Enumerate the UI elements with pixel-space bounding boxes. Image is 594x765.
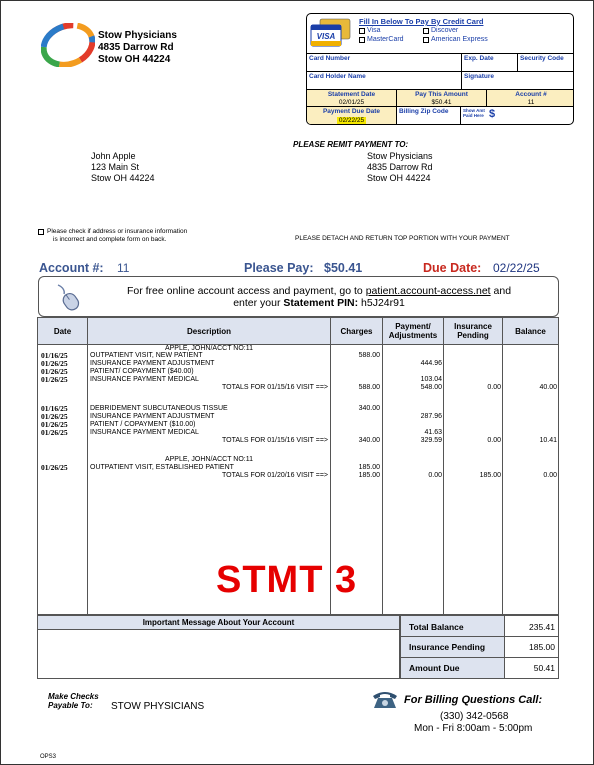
table-cell-desc: APPLE, JOHN/ACCT NO:11 — [164, 345, 254, 352]
account-summary — [39, 259, 559, 277]
online-access-box — [38, 276, 559, 317]
statement-stamp: STMT 3 — [216, 559, 358, 601]
table-cell-pay: 444.96 — [420, 360, 442, 367]
total-balance-row: Total Balance 235.41 — [400, 615, 559, 637]
table-cell-charges: 588.00 — [358, 384, 380, 391]
payment-due-date-cell: Payment Due Date 02/22/25 — [307, 107, 397, 125]
discover-checkbox[interactable] — [423, 28, 429, 34]
table-cell-date: 01/26/25 — [41, 420, 68, 429]
table-cell-desc: OUTPATIENT VISIT, NEW PATIENT — [90, 352, 203, 359]
computer-mouse-icon — [55, 283, 83, 311]
amex-checkbox[interactable] — [423, 37, 429, 43]
account-message-box — [37, 615, 400, 679]
please-pay-label: Please Pay: — [244, 261, 314, 275]
account-message-title: Important Message About Your Account — [38, 616, 399, 630]
table-cell-pay: 287.96 — [420, 413, 442, 420]
credit-card-title: Fill In Below To Pay By Credit Card — [359, 17, 484, 26]
exp-date-field[interactable]: Exp. Date — [462, 54, 518, 72]
mastercard-checkbox[interactable] — [359, 37, 365, 43]
table-cell-date: 01/16/25 — [41, 404, 68, 413]
totals-box — [400, 615, 559, 679]
make-checks-label: Make Checks Payable To: — [48, 692, 99, 710]
practice-logo-icon — [41, 23, 95, 67]
table-cell-ins: 185.00 — [479, 472, 501, 479]
dollar-sign: $ — [489, 108, 496, 120]
table-cell-desc: INSURANCE PAYMENT ADJUSTMENT — [90, 360, 215, 367]
amount-due-value: 50.41 — [533, 663, 555, 673]
table-cell-date: 01/26/25 — [41, 375, 68, 384]
insurance-pending-row: Insurance Pending 185.00 — [400, 637, 559, 658]
patient-name: John Apple — [91, 151, 136, 161]
remit-name: Stow Physicians — [367, 151, 433, 161]
header-charges: Charges — [331, 318, 383, 345]
table-cell-desc: DEBRIDEMENT SUBCUTANEOUS TISSUE — [90, 405, 228, 412]
table-cell-bal: 0.00 — [543, 472, 557, 479]
table-cell-charges: 588.00 — [358, 352, 380, 359]
table-cell-charges: 340.00 — [358, 437, 380, 444]
please-pay-value: $50.41 — [324, 261, 363, 275]
table-cell-desc: OUTPATIENT VISIT, ESTABLISHED PATIENT — [90, 464, 234, 471]
option-visa[interactable]: Visa — [359, 27, 381, 34]
header-insurance-pending: Insurance Pending — [444, 318, 503, 345]
detach-note: PLEASE DETACH AND RETURN TOP PORTION WITH YOUR PAYMENT — [295, 235, 510, 242]
practice-city: Stow OH 44224 — [98, 54, 171, 65]
practice-address-block — [98, 30, 177, 66]
table-cell-desc: INSURANCE PAYMENT ADJUSTMENT — [90, 413, 215, 420]
svg-text:VISA: VISA — [316, 32, 336, 41]
table-cell-bal: 10.41 — [539, 437, 557, 444]
table-cell-desc: INSURANCE PAYMENT MEDICAL — [90, 429, 199, 436]
table-cell-date: 01/26/25 — [41, 463, 68, 472]
table-cell-ins: 0.00 — [487, 437, 501, 444]
table-cell-desc: INSURANCE PAYMENT MEDICAL — [90, 376, 199, 383]
credit-card-form — [306, 13, 574, 125]
billing-phone[interactable]: (330) 342-0568 — [440, 711, 509, 722]
security-code-field[interactable]: Security Code — [518, 54, 574, 72]
patient-street: 123 Main St — [91, 162, 140, 172]
table-cell-desc: TOTALS FOR 01/20/16 VISIT ==> — [221, 472, 328, 479]
patient-city: Stow OH 44224 — [91, 173, 155, 183]
credit-card-header — [307, 14, 574, 54]
account-number-cell: Account # 11 — [487, 90, 574, 107]
table-cell-date: 01/26/25 — [41, 359, 68, 368]
online-access-text: For free online account access and payment, go to patient.account-access.net and enter your Statement PIN: h5J24r91 — [126, 285, 512, 309]
card-number-field[interactable]: Card Number — [307, 54, 462, 72]
remit-city: Stow OH 44224 — [367, 173, 431, 183]
option-american-express[interactable]: American Express — [423, 36, 488, 43]
insurance-pending-value: 185.00 — [529, 642, 555, 652]
table-cell-pay: 103.04 — [420, 376, 442, 383]
header-payments: Payment/ Adjustments — [383, 318, 444, 345]
table-cell-date: 01/26/25 — [41, 412, 68, 421]
table-cell-bal: 40.00 — [539, 384, 557, 391]
telephone-icon — [371, 689, 399, 709]
visa-checkbox[interactable] — [359, 28, 365, 34]
header-date: Date — [38, 318, 88, 345]
table-cell-desc: APPLE, JOHN/ACCT NO:11 — [164, 456, 254, 463]
table-cell-charges: 340.00 — [358, 405, 380, 412]
table-cell-pay: 329.59 — [420, 437, 442, 444]
amount-due-row: Amount Due 50.41 — [400, 658, 559, 679]
table-cell-desc: TOTALS FOR 01/15/16 VISIT ==> — [221, 437, 328, 444]
table-cell-pay: 548.00 — [420, 384, 442, 391]
remit-address — [367, 151, 433, 184]
option-discover[interactable]: Discover — [423, 27, 458, 34]
table-cell-desc: TOTALS FOR 01/15/16 VISIT ==> — [221, 384, 328, 391]
table-cell-desc: PATIENT / COPAYMENT ($10.00) — [90, 421, 196, 428]
table-cell-date: 01/16/25 — [41, 351, 68, 360]
practice-name: Stow Physicians — [98, 30, 177, 41]
due-date-label: Due Date: — [423, 261, 482, 275]
table-cell-charges: 185.00 — [358, 472, 380, 479]
table-cell-date: 01/26/25 — [41, 428, 68, 437]
pay-this-amount-cell: Pay This Amount $50.41 — [397, 90, 487, 107]
remit-title: PLEASE REMIT PAYMENT TO: — [293, 140, 409, 149]
table-cell-pay: 0.00 — [428, 472, 442, 479]
table-cell-ins: 0.00 — [487, 384, 501, 391]
billing-hours: Mon - Fri 8:00am - 5:00pm — [414, 723, 533, 734]
header-description: Description — [88, 318, 331, 345]
amount-paid-field[interactable]: Show Amt Paid Here $ — [463, 108, 496, 120]
payable-to-value: STOW PHYSICIANS — [111, 701, 205, 712]
portal-link[interactable]: patient.account-access.net — [365, 285, 491, 297]
credit-card-icon — [310, 18, 352, 48]
statement-pin-value: h5J24r91 — [358, 297, 405, 309]
card-holder-field[interactable]: Card Holder Name — [307, 72, 462, 90]
statement-pin-label: Statement PIN: — [283, 297, 359, 309]
due-date-value: 02/22/25 — [493, 261, 540, 275]
table-cell-charges: 185.00 — [358, 464, 380, 471]
billing-zip-field[interactable]: Billing Zip Code — [397, 107, 461, 125]
account-value: 11 — [117, 261, 130, 275]
billing-questions-label: For Billing Questions Call: — [404, 694, 543, 706]
option-mastercard[interactable]: MasterCard — [359, 36, 404, 43]
patient-address — [91, 151, 155, 184]
signature-field[interactable]: Signature — [462, 72, 574, 90]
table-cell-date: 01/26/25 — [41, 367, 68, 376]
statement-date-cell: Statement Date 02/01/25 — [307, 90, 397, 107]
table-cell-pay: 41.63 — [424, 429, 442, 436]
table-cell-desc: PATIENT/ COPAYMENT ($40.00) — [90, 368, 194, 375]
address-change-note: Please check if address or insurance information is incorrect and complete form on back. — [38, 228, 187, 244]
header-balance: Balance — [503, 318, 558, 345]
total-balance-value: 235.41 — [529, 622, 555, 632]
remit-street: 4835 Darrow Rd — [367, 162, 433, 172]
form-code: OPS3 — [40, 754, 57, 760]
column-divider — [87, 345, 88, 614]
account-label: Account #: — [39, 261, 104, 275]
practice-street: 4835 Darrow Rd — [98, 42, 174, 53]
address-change-checkbox[interactable] — [38, 229, 44, 235]
